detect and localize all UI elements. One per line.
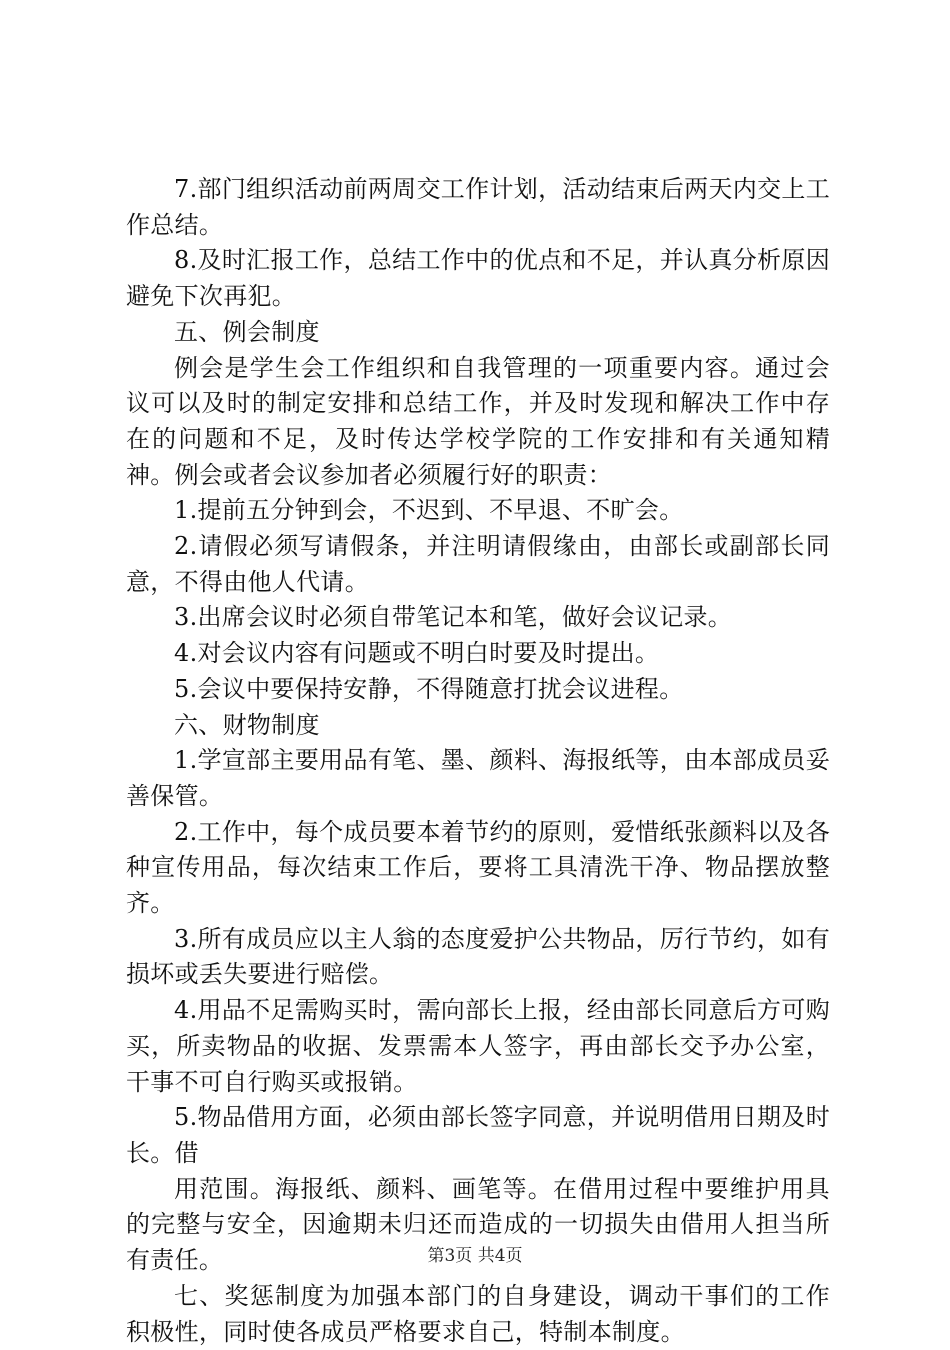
paragraph-meeting-rule-4: 4.对会议内容有问题或不明白时要及时提出。: [174, 639, 660, 668]
paragraph-property-rule-2: 2.工作中，每个成员要本着节约的原则，爱惜纸张颜料以及各种宣传用品，每次结束工作后，要将工具清洗干净、物品摆放整齐。: [126, 817, 830, 918]
paragraph-item-7: 7.部门组织活动前两周交工作计划，活动结束后两天内交上工作总结。: [126, 175, 830, 239]
paragraph-property-rule-4: 4.用品不足需购买时，需向部长上报，经由部长同意后方可购买，所卖物品的收据、发票需本人签字，再由部长交予办公室，干事不可自行购买或报销。: [126, 996, 830, 1096]
paragraph-meeting-rule-5: 5.会议中要保持安静，不得随意打扰会议进程。: [174, 674, 684, 703]
paragraph-property-rule-3: 3.所有成员应以主人翁的态度爱护公共物品，厉行节约，如有损坏或丢失要进行赔偿。: [126, 924, 830, 989]
section-heading-property: 六、财物制度: [174, 710, 320, 739]
paragraph-meeting-rule-2: 2.请假必须写请假条，并注明请假缘由，由部长或副部长同意，不得由他人代请。: [126, 532, 830, 596]
paragraph-property-rule-5: 5.物品借用方面，必须由部长签字同意，并说明借用日期及时长。借: [126, 1103, 830, 1167]
paragraph-meeting-rule-1: 1.提前五分钟到会，不迟到、不早退、不旷会。: [174, 496, 684, 525]
paragraph-meetings-intro: 例会是学生会工作组织和自我管理的一项重要内容。通过会议可以及时的制定安排和总结工作，并及时发现和解决工作中存在的问题和不足，及时传达学校学院的工作安排和有关通知精神。例会或者会议参加者必须履行好的职责：: [126, 353, 830, 489]
paragraph-item-8: 8.及时汇报工作，总结工作中的优点和不足，并认真分析原因避免下次再犯。: [126, 246, 830, 311]
paragraph-property-rule-5-cont: 用范围。海报纸、颜料、画笔等。在借用过程中要维护用具的完整与安全，因逾期未归还而造成的一切损失由借用人担当所有责任。: [126, 1174, 830, 1275]
document-body: [126, 172, 830, 1350]
page-number-footer: 第3页 共4页: [427, 1246, 523, 1266]
section-heading-meetings: 五、例会制度: [174, 317, 320, 346]
section-heading-rewards: 七、奖惩制度为加强本部门的自身建设，调动干事们的工作积极性，同时使各成员严格要求自己，特制本制度。: [126, 1281, 830, 1346]
paragraph-meeting-rule-3: 3.出席会议时必须自带笔记本和笔，做好会议记录。: [174, 603, 733, 632]
paragraph-property-rule-1: 1.学宣部主要用品有笔、墨、颜料、海报纸等，由本部成员妥善保管。: [126, 746, 830, 810]
